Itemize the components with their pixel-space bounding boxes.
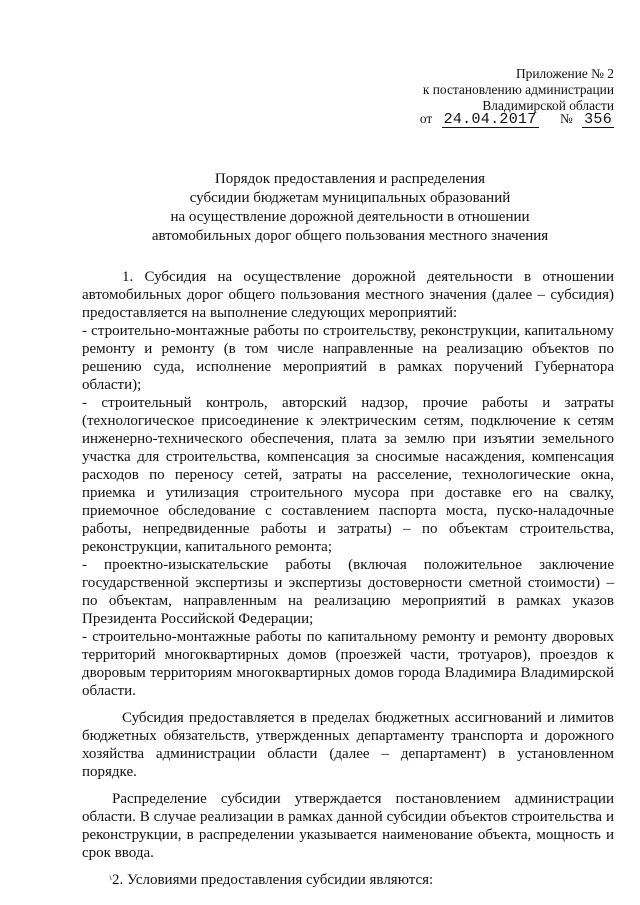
- title-line-2: субсидии бюджетам муниципальных образований: [189, 190, 511, 206]
- date-prefix: от: [419, 111, 433, 126]
- number-prefix: №: [559, 111, 573, 126]
- title-line-1: Порядок предоставления и распределения: [214, 171, 486, 187]
- scan-mark: ı: [107, 871, 114, 884]
- list-item: - строительный контроль, авторский надзор, прочие работы и затраты (технологическое присоединение к электрическим сетям, подключение к сетям инженерно-технического обеспечения, плата за землю при изъятии земельного участка для строительства, компенсация за сносимые насаждения, компенсация расходов по переносу сетей, затраты на расселение, технологические окна, приемка и утилизация строительного мусора при доставке его на свалку, приемочное обследование с составлением паспорта моста, пуско-наладочные работы, непредвиденные работы и затраты) – по объектам строительства, реконструкции, капитального ремонта;: [82, 395, 614, 555]
- list-item: - проектно-изыскательские работы (включая положительное заключение государственной экспертизы и экспертизы достоверности сметной стоимости) – по объектам, направленным на реализацию мероприятий в рамках указов Президента Российской Федерации;: [82, 557, 614, 627]
- appendix-region: Владимирской области: [482, 98, 614, 113]
- paragraph-2: Субсидия предоставляется в пределах бюджетных ассигнований и лимитов бюджетных обязательств, утвержденных департаменту транспорта и дорожного хозяйства администрации области (далее – департамент) в установленном порядке.: [82, 710, 614, 780]
- document-body: [82, 268, 614, 889]
- number-value: 356: [584, 111, 612, 128]
- appendix-date-number: [420, 111, 614, 128]
- title-line-4: автомобильных дорог общего пользования местного значения: [151, 228, 549, 244]
- document-title: [60, 170, 640, 246]
- list-item: - строительно-монтажные работы по строительству, реконструкции, капитальному ремонту и ремонту (в том числе направленные на реализацию объектов по решению суда, исполнение мероприятий в рамках поручений Губернатора области);: [82, 323, 614, 393]
- paragraph-1: 1. Субсидия на осуществление дорожной деятельности в отношении автомобильных дорог общего пользования местного значения (далее – субсидия) предоставляется на выполнение следующих мероприятий:: [82, 269, 614, 321]
- list-item: - строительно-монтажные работы по капитальному ремонту и ремонту дворовых территорий многоквартирных домов (проезжей части, тротуаров), проездов к дворовым территориям многоквартирных домов города Владимира Владимирской области.: [82, 629, 614, 699]
- title-line-3: на осуществление дорожной деятельности в отношении: [170, 209, 530, 225]
- appendix-header: [420, 66, 614, 128]
- paragraph-4: 2. Условиями предоставления субсидии являются:: [112, 872, 434, 888]
- date-value: 24.04.2017: [443, 111, 537, 128]
- appendix-resolution: к постановлению администрации: [422, 82, 614, 97]
- appendix-label: Приложение № 2: [515, 66, 614, 81]
- paragraph-3: Распределение субсидии утверждается постановлением администрации области. В случае реализации в рамках данной субсидии объектов строительства и реконструкции, в распределении указывается наименование объекта, мощность и срок ввода.: [82, 791, 614, 861]
